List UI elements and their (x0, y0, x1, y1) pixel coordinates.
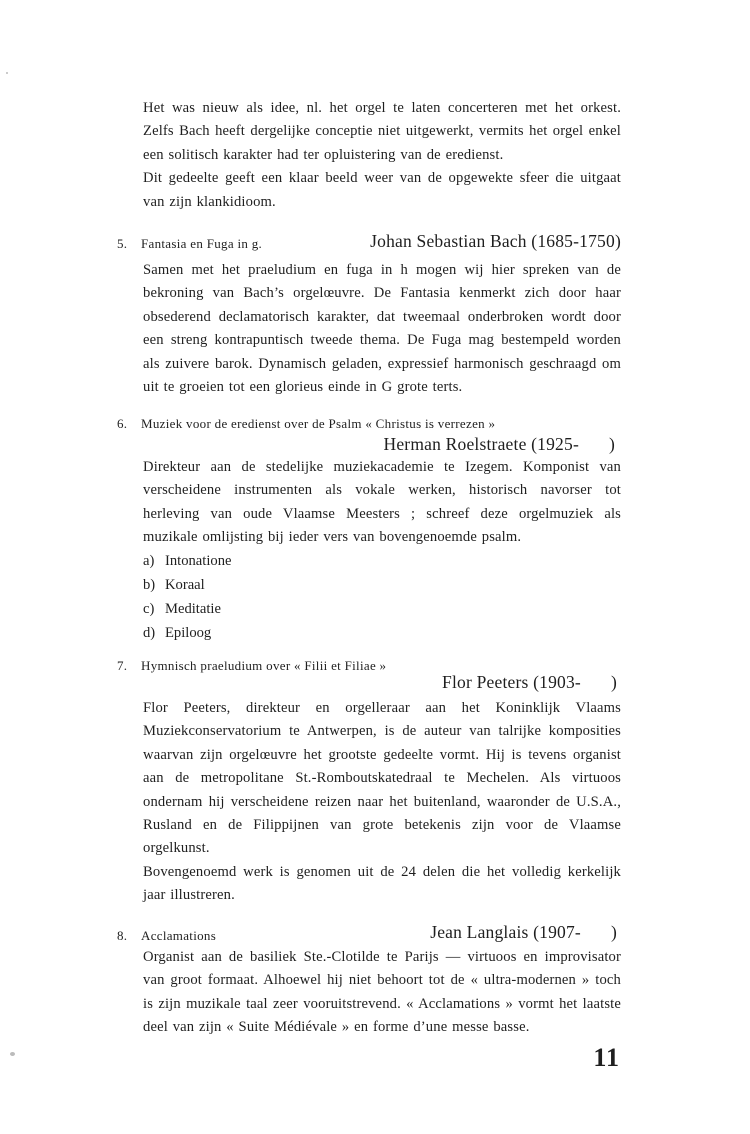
list-item (143, 622, 231, 646)
item-5-paragraph: Samen met het praeludium en fuga in h mogen wij hier spreken van de bekroning van Bach’s orgelœuvre. De Fantasia kenmerkt zich door haar obsederend declamatorisch karakter, dat tweemaal onderbroken wordt door een streng kontrapuntisch tweede thema. De Fuga mag bestempeld worden als zuivere barok. Dynamisch geladen, expressief harmonisch geschraagd om uit te groeien tot een glorieus einde in G grote terts. (143, 262, 621, 396)
piece-title: Acclamations (141, 928, 217, 943)
piece-title: Muziek voor de eredienst over de Psalm « Christus is verrezen » (141, 416, 496, 431)
composer-name: Johan Sebastian Bach (1685-1750) (370, 231, 621, 251)
item-5-body (143, 259, 621, 399)
page-number: 11 (593, 1043, 620, 1072)
composer-name-text: Herman Roelstraete (1925- (383, 434, 579, 454)
item-6-body (143, 456, 621, 550)
list-marker: d) (143, 624, 156, 641)
item-number: 7. (117, 658, 128, 673)
list-marker: c) (143, 600, 155, 617)
item-8-paragraph: Organist aan de basiliek Ste.-Clotilde te Parijs — virtuoos en improvisator van groot formaat. Alhoewel hij niet behoort tot de « ultra-modernen » toch is zijn muzikale taal zeer vooruitstrevend. « Acclamations » vormt het laatste deel van zijn « Suite Médiévale » en forme d’une messe basse. (143, 949, 621, 1036)
list-item (143, 574, 231, 598)
list-item (143, 598, 231, 622)
item-number: 5. (117, 236, 128, 251)
item-7-paragraph-2: Bovengenoemd werk is genomen uit de 24 delen die het volledig kerkelijk jaar illustreren. (143, 863, 621, 904)
list-label: Epiloog (165, 624, 212, 641)
list-label: Meditatie (165, 600, 221, 617)
scan-speck (10, 1052, 15, 1056)
scan-speck (6, 72, 8, 74)
composer-name-text: Jean Langlais (1907- (430, 922, 581, 942)
composer-date-close: ) (610, 672, 617, 692)
item-number: 6. (117, 416, 128, 431)
composer-date-close: ) (610, 922, 617, 942)
list-label: Intonatione (165, 553, 232, 569)
item-number: 8. (117, 928, 128, 943)
item-8-body (143, 946, 621, 1040)
piece-title: Hymnisch praeludium over « Filii et Filiae » (141, 658, 387, 673)
intro-block (143, 97, 621, 214)
composer-date-close: ) (608, 434, 615, 454)
list-label: Koraal (165, 576, 205, 593)
item-5-heading (117, 231, 621, 260)
composer-name (442, 672, 617, 693)
item-7-paragraph-1: Flor Peeters, direkteur en orgelleraar aan het Koninklijk Vlaams Muziekconservatorium te Antwerpen, is de auteur van talrijke komposities waarvan zijn orgelœuvre het grootste gedeelte vormt. Hij is tevens organist aan de metropolitane St.-Romboutskatedraal te Mechelen. Als virtuoos ondernam hij verscheidene reizen naar het buitenland, waaronder de U.S.A., Rusland en de Filippijnen van grote betekenis zijn voor de Vlaamse orgelkunst. (143, 700, 621, 857)
list-marker: a) (143, 553, 155, 569)
item-7-body (143, 697, 621, 908)
list-marker: b) (143, 576, 156, 593)
movement-list (143, 550, 231, 646)
composer-name (383, 434, 615, 455)
composer-name-text: Flor Peeters (1903- (442, 672, 581, 692)
list-item (143, 550, 231, 574)
intro-paragraph-2: Dit gedeelte geeft een klaar beeld weer van de opgewekte sfeer die uitgaat van zijn klankidioom. (143, 170, 621, 210)
intro-paragraph-1: Het was nieuw als idee, nl. het orgel te laten concerteren met het orkest. Zelfs Bach heeft dergelijke conceptie niet uitgewerkt, vermits het orgel enkel een solitisch karakter had ter opluistering van de eredienst. (143, 100, 621, 163)
piece-title: Fantasia en Fuga in g. (141, 236, 263, 251)
item-6-paragraph: Direkteur aan de stedelijke muziekacademie te Izegem. Komponist van verscheidene instrumenten als vokale werken, historisch navorser tot herleving van oude Vlaamse Meesters ; schreef deze orgelmuziek als muzikale omlijsting bij ieder vers van bovengenoemde psalm. (143, 459, 621, 546)
composer-name (430, 922, 617, 943)
